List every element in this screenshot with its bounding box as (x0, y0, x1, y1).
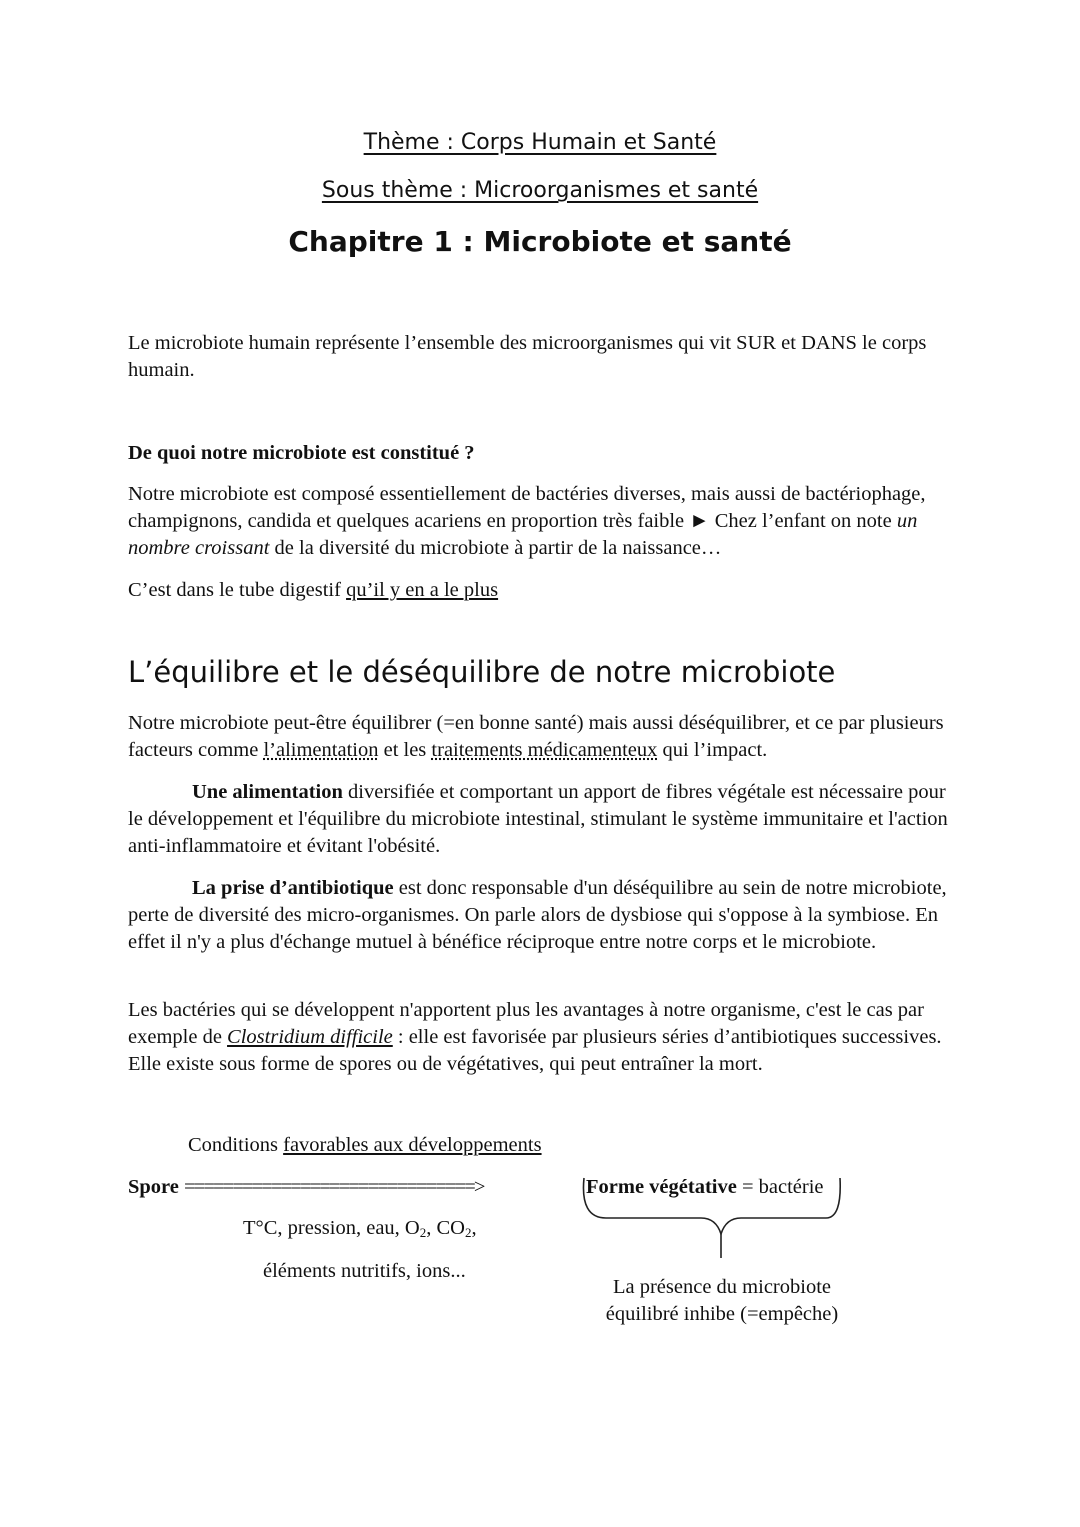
conditions-underlined: favorables aux développements (283, 1134, 542, 1156)
digestive-paragraph (128, 577, 958, 604)
conditions-label (188, 1134, 542, 1157)
balance-section-title: L’équilibre et le déséquilibre de notre microbiote (128, 655, 836, 689)
bacteria-text: = bactérie (736, 1176, 824, 1198)
spore-arrow-row (128, 1176, 484, 1199)
theme-title (0, 130, 1080, 155)
arrow-line: ==============================> (184, 1176, 484, 1198)
p3-text: est donc responsable d'un déséquilibre au sein de notre microbiote, perte de diversité des micro-organismes. On parle alors de dysbiose qui s'oppose à la symbiose. En effet il n'y a plus d'échange mutuel à bénéfice réciproque entre notre corps et le microbiote. (128, 877, 947, 953)
p3-bold: La prise d’antibiotique (192, 877, 394, 899)
p1-underlined-1: l’alimentation (263, 739, 379, 761)
p4-text-a: Les bactéries qui se développent n'apportent plus les avantages à notre organisme, c'est le cas par exemple de (128, 999, 924, 1048)
balance-paragraph-1 (128, 710, 958, 764)
conditions-text: Conditions (188, 1134, 284, 1156)
factors-text-c: , (471, 1217, 477, 1239)
vegetative-bold: Forme végétative (586, 1176, 737, 1198)
p1-text-a: Notre microbiote peut-être équilibrer (=en bonne santé) mais aussi déséquilibrer, et ce par plusieurs facteurs comme (128, 712, 944, 761)
factors-text-b: , CO (426, 1217, 465, 1239)
inhibition-line-1: La présence du microbiote (612, 1276, 831, 1298)
digestive-underlined: qu’il y en a le plus (346, 579, 499, 601)
inhibition-note (598, 1274, 846, 1328)
subtheme-title (0, 178, 1080, 203)
p1-underlined-2: traitements médicamenteux (431, 739, 658, 761)
subtheme-text: Sous thème : Microorganismes et santé (321, 178, 759, 203)
p1-text-b: et les (378, 739, 432, 761)
p1-text-c: qui l’impact. (657, 739, 768, 761)
balance-paragraph-2 (128, 779, 958, 860)
spore-label: Spore (128, 1176, 179, 1198)
p4-species: Clostridium difficile (227, 1026, 393, 1048)
nutrients-line: éléments nutritifs, ions... (263, 1260, 466, 1282)
factors-text-a: T°C, pression, eau, O (243, 1217, 420, 1239)
theme-text: Thème : Corps Humain et Santé (363, 130, 717, 155)
digestive-text: C’est dans le tube digestif (128, 579, 347, 601)
p2-text: diversifiée et comportant un apport de fibres végétale est nécessaire pour le développement et l'équilibre du microbiote intestinal, stimulant le système immunitaire et l'action anti-inflammatoire et évitant l'obésité. (128, 781, 948, 857)
chapter-title: Chapitre 1 : Microbiote et santé (288, 225, 792, 258)
p2-bold: Une alimentation (192, 781, 343, 803)
composition-paragraph (128, 481, 958, 562)
o2-subscript: 2 (419, 1225, 427, 1240)
composition-emphasis: un nombre croissant (128, 510, 918, 559)
factors-line (243, 1217, 477, 1241)
composition-text-a: Notre microbiote est composé essentiellement de bactéries diverses, mais aussi de bactériophage, champignons, candida et quelques acariens en proportion très faible ► Chez l’enfant on note (128, 483, 926, 532)
inhibition-line-2: équilibré inhibe (=empêche) (605, 1303, 839, 1325)
co2-subscript: 2 (464, 1225, 472, 1240)
composition-text-b: de la diversité du microbiote à partir de la naissance… (269, 537, 722, 559)
balance-paragraph-3 (128, 875, 958, 956)
balance-paragraph-4 (128, 997, 958, 1078)
p4-text-b: : elle est favorisée par plusieurs séries d’antibiotiques successives. Elle existe sous forme de spores ou de végétatives, qui peut entraîner la mort. (128, 1026, 942, 1075)
brace-graphic (576, 1168, 848, 1264)
intro-paragraph: Le microbiote humain représente l’ensemble des microorganismes qui vit SUR et DANS le corps humain. (128, 332, 927, 381)
composition-question: De quoi notre microbiote est constitué ? (128, 442, 475, 464)
